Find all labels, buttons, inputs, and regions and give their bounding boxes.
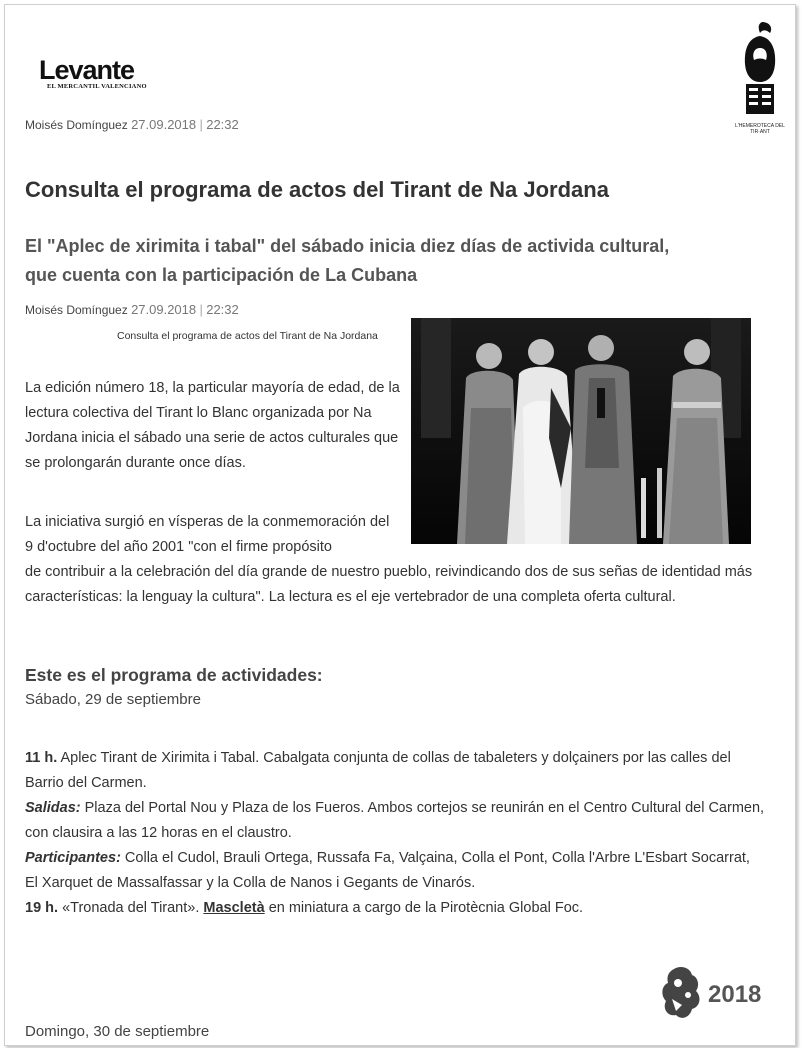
article-meta bbox=[25, 302, 239, 317]
event-time: 11 h. bbox=[25, 750, 58, 766]
theatre-performers-photo bbox=[411, 318, 751, 544]
program-day-sunday: Domingo, 30 de septiembre bbox=[25, 1023, 210, 1040]
event-description-a: «Tronada del Tirant». bbox=[58, 900, 204, 916]
paragraph-1: La edición número 18, la particular mayoría de edad, de la lectura colectiva del Tirant lo Blanc organizada por Na Jordana inicia el sábado una serie de actos culturales que se prolongarán durante once días. bbox=[25, 380, 400, 471]
paragraph-2-start: La iniciativa surgió en vísperas de la conmemoración del 9 d'octubre del año 2001 "con el firme propósito bbox=[25, 514, 390, 555]
article-author: Moisés Domínguez bbox=[25, 303, 128, 317]
hemeroteca-label: L'HEMEROTECA DEL TIR·ANT bbox=[735, 123, 785, 135]
event-participantes-label: Participantes: bbox=[25, 850, 121, 866]
hemeroteca-emblem-icon bbox=[740, 20, 780, 116]
header-separator: | bbox=[199, 117, 203, 132]
header-date: 27.09.2018 bbox=[131, 117, 197, 132]
article-title: Consulta el programa de actos del Tirant de Na Jordana bbox=[25, 177, 609, 202]
header-time: 22:32 bbox=[206, 117, 239, 132]
program-heading: Este es el programa de actividades: bbox=[25, 665, 323, 685]
paragraph-2-continued: de contribuir a la celebración del día grande de nuestro pueblo, reivindicando dos de sus señas de identidad más características: la lenguay la cultura". La lectura es el eje vertebrador de una completa oferta cultural. bbox=[25, 564, 753, 605]
header-meta bbox=[25, 117, 239, 132]
article-separator: | bbox=[199, 302, 203, 317]
header-author: Moisés Domínguez bbox=[25, 118, 128, 132]
levante-logo bbox=[39, 56, 147, 90]
article-date: 27.09.2018 bbox=[131, 302, 197, 317]
hemeroteca-logo bbox=[730, 20, 790, 135]
logo-subtitle: EL MERCANTIL VALENCIANO bbox=[47, 83, 147, 90]
event-item bbox=[25, 796, 765, 846]
brand-year: 2018 bbox=[708, 981, 762, 1008]
brand-2018-mark bbox=[660, 965, 770, 1021]
program-day-saturday: Sábado, 29 de septiembre bbox=[25, 691, 201, 708]
event-description-b: en miniatura a cargo de la Pirotècnia Global Foc. bbox=[264, 900, 584, 916]
logo-name: Levante bbox=[39, 55, 135, 85]
event-item bbox=[25, 846, 765, 896]
mascleta-link[interactable]: Mascletà bbox=[203, 900, 265, 916]
event-time: 19 h. bbox=[25, 900, 59, 916]
event-description: Aplec Tirant de Xirimita i Tabal. Cabalgata conjunta de collas de tabaleters y dolçainers por las calles del Barrio del Carmen. bbox=[25, 750, 731, 791]
knight-emblem-icon bbox=[660, 965, 706, 1021]
article-subtitle: El "Aplec de xirimita i tabal" del sábado inicia diez días de activida cultural, que cuenta con la participación de La Cubana bbox=[25, 236, 670, 285]
event-item bbox=[25, 896, 765, 921]
event-salidas-label: Salidas: bbox=[25, 800, 81, 816]
photo-caption: Consulta el programa de actos del Tirant de Na Jordana bbox=[117, 330, 378, 342]
event-participantes-text: Colla el Cudol, Brauli Ortega, Russafa Fa, Valçaina, Colla el Pont, Colla l'Arbre L'Esbart Socarrat, El Xarquet de Massalfassar y la Colla de Nanos i Gegants de Vinarós. bbox=[25, 850, 750, 891]
event-item bbox=[25, 746, 765, 796]
article-photo bbox=[411, 318, 751, 544]
program-events bbox=[25, 746, 765, 921]
event-salidas-text: Plaza del Portal Nou y Plaza de los Fueros. Ambos cortejos se reunirán en el Centro Cultural del Carmen, con clausira a las 12 horas en el claustro. bbox=[25, 800, 765, 841]
article-time: 22:32 bbox=[206, 302, 239, 317]
